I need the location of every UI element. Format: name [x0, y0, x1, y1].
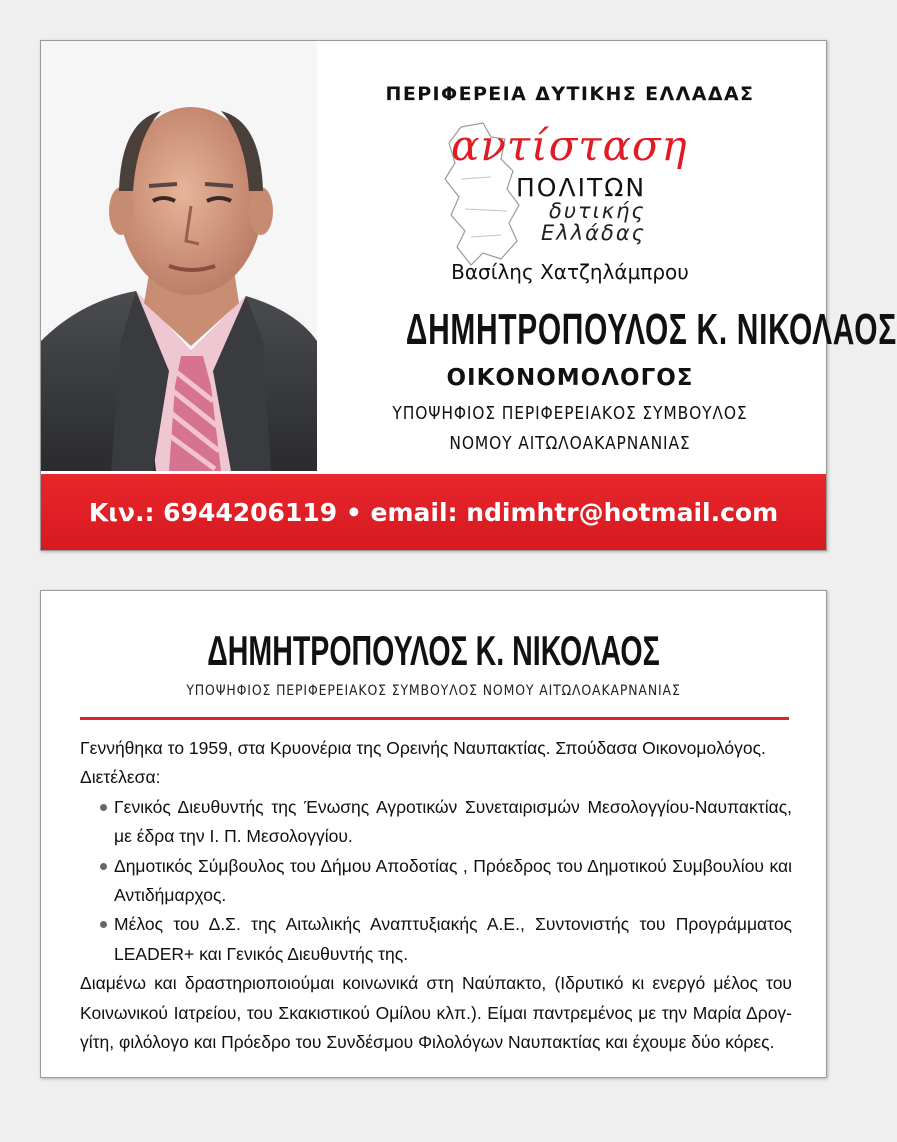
- bio-intro: [80, 734, 792, 793]
- bio-intro-line2: Διετέλεσα:: [80, 767, 161, 788]
- party-logo: [421, 119, 691, 279]
- candidacy-line-2: ΝΟΜΟΥ ΑΙΤΩΛΟΑΚΑΡΝΑΝΙΑΣ: [449, 433, 691, 454]
- business-card-back: [40, 590, 827, 1078]
- positions-list: [80, 793, 792, 969]
- bullet-icon: [100, 921, 107, 928]
- bullet-icon: [100, 863, 107, 870]
- contact-info: Κιν.: 6944206119 • email: ndimhtr@hotmail.com: [88, 497, 779, 527]
- bio-intro-line1: Γεννήθηκα το 1959, στα Κρυονέρια της Ορεινής Ναυπακτίας. Σπούδασα Οικονομολόγος.: [80, 738, 766, 758]
- list-item: [80, 910, 792, 969]
- candidate-name: ΔΗΜΗΤΡΟΠΟΥΛΟΣ Κ. ΝΙΚΟΛΑΟΣ: [405, 305, 897, 354]
- list-item-text: Γενικός Διευθυντής της Ένωσης Αγροτικών Συνεταιρισμών Μεσολογγίου-Ναυπακτίας, με έδρα την Ι. Π. Μεσολογγίου.: [114, 796, 792, 847]
- candidacy-line-1: ΥΠΟΨΗΦΙΟΣ ΠΕΡΙΦΕΡΕΙΑΚΟΣ ΣΥΜΒΟΥΛΟΣ: [392, 403, 748, 424]
- contact-band: [41, 474, 826, 550]
- region-title: ΠΕΡΙΦΕΡΕΙΑ ΔΥΤΙΚΗΣ ΕΛΛΑΔΑΣ: [385, 83, 755, 105]
- candidate-photo: [41, 41, 317, 471]
- portrait-image: [41, 41, 317, 471]
- logo-text-line3: δυτικής: [549, 199, 646, 223]
- bio-closing: Διαμένω και δραστηριοποιούμαι κοινωνικά στη Ναύπακτο, (Ιδρυτικό κι ενεργό μέλος του Κοινωνικού Ιατρείου, του Σκακιστικού Ομίλου κλπ.). Είμαι παντρεμένος με την Μαρία Δρογ-γίτη, φιλόλογο και Πρόεδρο του Συνδέσμου Φιλολόγων Ναυπακτίας και έχουμε δύο κόρες.: [80, 973, 792, 1053]
- logo-text-main: αντίσταση: [451, 121, 688, 170]
- business-card-front: [40, 40, 897, 551]
- candidate-name-back: ΔΗΜΗΤΡΟΠΟΥΛΟΣ Κ. ΝΙΚΟΛΑΟΣ: [207, 627, 660, 674]
- candidacy-subtitle: ΥΠΟΨΗΦΙΟΣ ΠΕΡΙΦΕΡΕΙΑΚΟΣ ΣΥΜΒΟΥΛΟΣ ΝΟΜΟΥ ΑΙΤΩΛΟΑΚΑΡΝΑΝΙΑΣ: [186, 683, 681, 699]
- list-item-text: Δημοτικός Σύμβουλος του Δήμου Αποδοτίας , Πρόεδρος του Δημοτικού Συμβουλίου και Αντιδήμαρχος.: [114, 855, 792, 906]
- red-divider: [80, 717, 789, 720]
- logo-text-line4: Ελλάδας: [541, 221, 646, 245]
- list-item: [80, 852, 792, 911]
- profession: ΟΙΚΟΝΟΜΟΛΟΓΟΣ: [446, 365, 694, 391]
- party-leader-name: Βασίλης Χατζηλάμπρου: [451, 260, 689, 284]
- bullet-icon: [100, 804, 107, 811]
- biography: [80, 734, 792, 1057]
- logo-text-line2: ΠΟΛΙΤΩΝ: [516, 173, 647, 202]
- list-item-text: Μέλος του Δ.Σ. της Αιτωλικής Αναπτυξιακής Α.Ε., Συντονιστής του Προγράμματος LEADER+ και Γενικός Διευθυντής της.: [114, 914, 792, 964]
- list-item: [80, 793, 792, 852]
